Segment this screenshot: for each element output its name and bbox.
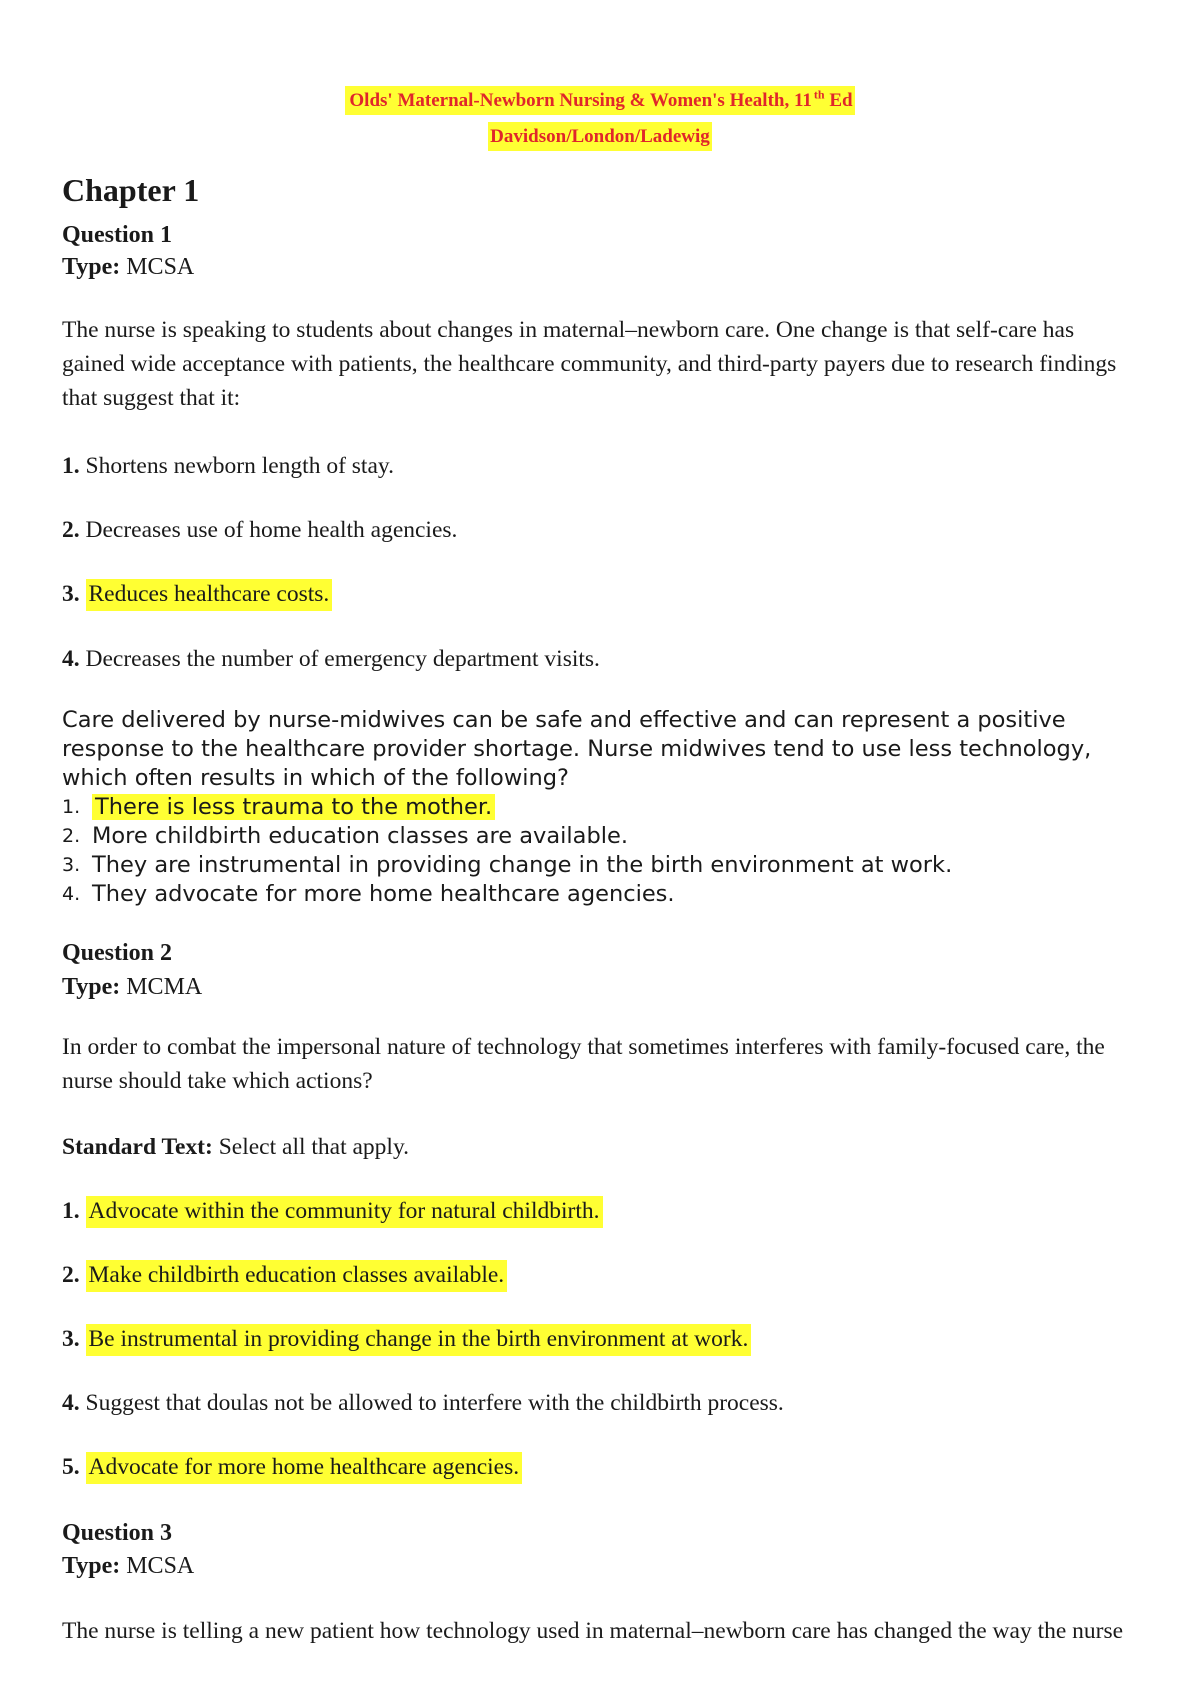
question-1-stem: The nurse is speaking to students about changes in maternal–newborn care. One change is that self-care has gained wide acceptance with patients, the healthcare community, and third-party payers due to research findings that suggest that it: — [62, 317, 1117, 411]
midwife-question-block — [62, 706, 1162, 909]
question-3-type: Type: MCSA — [62, 1553, 195, 1579]
question-2-option-5: 5. Advocate for more home healthcare agencies. — [62, 1454, 522, 1481]
question-2-standard-text: Standard Text: Select all that apply. — [62, 1134, 410, 1160]
midwife-question-stem: Care delivered by nurse-midwives can be safe and effective and can represent a positive response to the healthcare provider shortage. Nurse midwives tend to use less technology, which often results in which of the following? — [62, 707, 1092, 791]
answer-highlight: Reduces healthcare costs. — [86, 579, 333, 611]
midwife-option-2: 2. More childbirth education classes are available. — [62, 823, 628, 849]
question-2-title: Question 2 — [62, 940, 173, 966]
answer-highlight: Make childbirth education classes available. — [86, 1260, 508, 1292]
answer-highlight: Advocate for more home healthcare agencies. — [86, 1452, 523, 1484]
question-2-option-2: 2. Make childbirth education classes available. — [62, 1262, 507, 1289]
question-3-title: Question 3 — [62, 1520, 173, 1546]
book-authors: Davidson/London/Ladewig — [0, 126, 1200, 148]
question-2-stem: In order to combat the impersonal nature of technology that sometimes interferes with family-focused care, the nurse should take which actions? — [62, 1034, 1105, 1094]
question-3-stem: The nurse is telling a new patient how technology used in maternal–newborn care has changed the way the nurse — [62, 1618, 1124, 1644]
answer-highlight: Be instrumental in providing change in the birth environment at work. — [86, 1324, 752, 1356]
question-2-option-4: 4. Suggest that doulas not be allowed to interfere with the childbirth process. — [62, 1390, 784, 1416]
midwife-option-3: 3. They are instrumental in providing change in the birth environment at work. — [62, 852, 953, 878]
answer-highlight: There is less trauma to the mother. — [92, 794, 495, 820]
midwife-options — [62, 793, 1162, 909]
answer-highlight: Advocate within the community for natural childbirth. — [86, 1196, 603, 1228]
question-1-option-1: 1. Shortens newborn length of stay. — [62, 453, 394, 479]
book-title: Olds' Maternal-Newborn Nursing & Women's Health, 11 $^{th}$ Ed — [0, 88, 1200, 112]
question-1-option-2: 2. Decreases use of home health agencies. — [62, 517, 458, 543]
midwife-option-1: 1. There is less trauma to the mother. — [62, 793, 1162, 822]
question-1-option-3: 3. Reduces healthcare costs. — [62, 581, 332, 608]
question-2-option-3: 3. Be instrumental in providing change in the birth environment at work. — [62, 1326, 751, 1353]
question-1-title: Question 1 — [62, 222, 173, 248]
question-1-type: Type: MCSA — [62, 254, 195, 280]
question-2-type: Type: MCMA — [62, 974, 203, 1000]
chapter-heading: Chapter 1 — [62, 172, 200, 208]
question-1-option-4: 4. Decreases the number of emergency department visits. — [62, 646, 600, 672]
midwife-option-4: 4. They advocate for more home healthcare agencies. — [62, 881, 675, 907]
title-superscript: th — [813, 88, 825, 102]
question-2-option-1: 1. Advocate within the community for natural childbirth. — [62, 1198, 603, 1225]
